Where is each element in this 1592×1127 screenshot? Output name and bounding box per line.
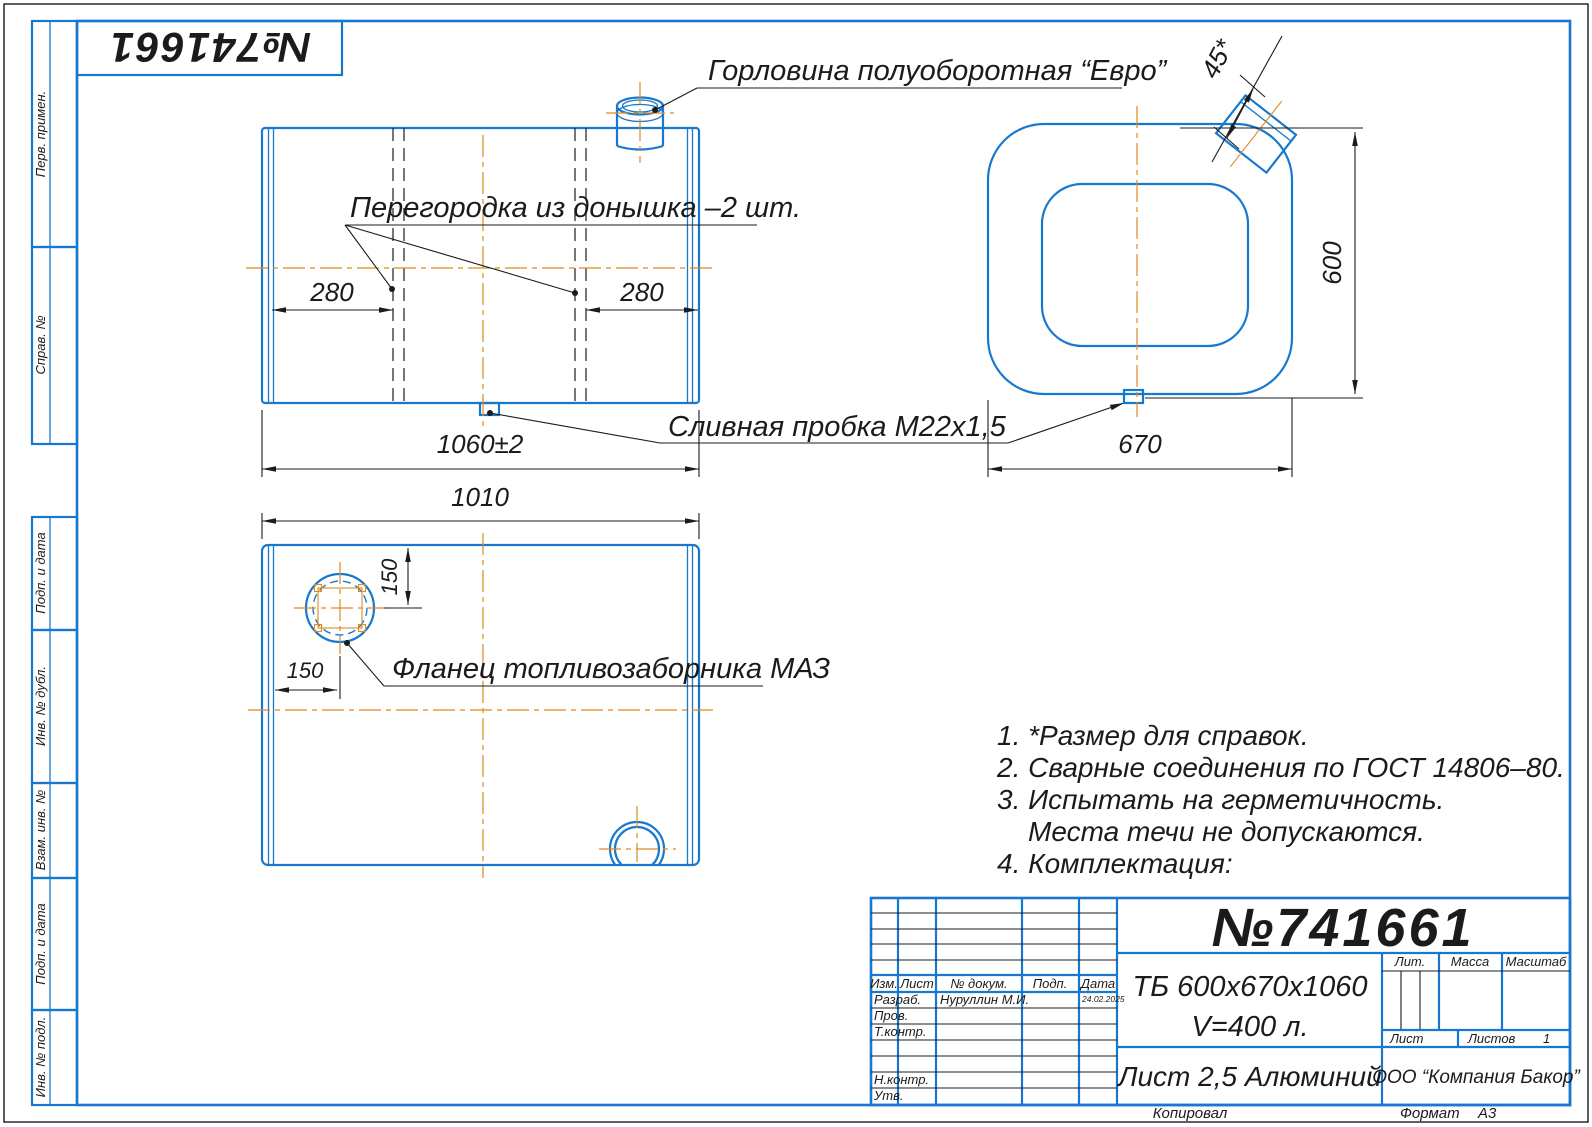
dim-600 xyxy=(1145,128,1363,398)
tb-header-dokum: № докум. xyxy=(950,976,1008,991)
tb-material: Лист 2,5 Алюминий xyxy=(1118,1061,1382,1092)
partition-lines xyxy=(393,128,586,403)
technical-notes xyxy=(996,720,1565,879)
margin-label-inv-podl: Инв. № подл. xyxy=(33,1016,48,1098)
tb-sheet-label: Лист xyxy=(1390,1031,1424,1046)
dim-670-label: 670 xyxy=(1118,429,1162,459)
kopiroval-label: Копировал xyxy=(1152,1105,1228,1122)
margin-label-perv-primen: Перв. примен. xyxy=(33,90,48,178)
note-1: 1. *Размер для справок. xyxy=(997,720,1309,751)
tb-developer-name: Нуруллин М.И. xyxy=(940,992,1030,1007)
callout-partition-label: Перегородка из донышка –2 шт. xyxy=(350,192,802,224)
margin-label-podp-data-1: Подп. и дата xyxy=(33,532,48,614)
tb-role-tkontr: Т.контр. xyxy=(874,1024,927,1039)
note-3: 3. Испытать на герметичность. xyxy=(997,784,1445,815)
dim-670 xyxy=(988,398,1292,477)
tb-role-utv: Утв. xyxy=(874,1088,904,1103)
margin-label-inv-dubl: Инв. № дубл. xyxy=(33,666,48,746)
margin-label-vzam-inv: Взам. инв. № xyxy=(33,789,48,871)
format-value: А3 xyxy=(1478,1105,1497,1122)
bottom-margin xyxy=(1153,1105,1497,1122)
tb-date: 24.02.2025 xyxy=(1082,994,1125,1004)
callout-flange xyxy=(344,640,830,686)
dim-1010-label: 1010 xyxy=(451,482,509,512)
tb-role-razrab: Разраб. xyxy=(874,992,922,1007)
note-2: 2. Сварные соединения по ГОСТ 14806–80. xyxy=(997,752,1565,783)
tb-header-data: Дата xyxy=(1080,976,1116,991)
tb-role-prov: Пров. xyxy=(874,1008,909,1023)
dim-45-label: 45* xyxy=(1194,34,1240,84)
top-stamp xyxy=(77,21,342,75)
drain-plug-side xyxy=(1124,390,1143,403)
tb-designation: ТБ 600х670х1060 xyxy=(1132,971,1368,1003)
tb-lit-label: Лит. xyxy=(1394,954,1426,969)
dim-45 xyxy=(1195,34,1282,162)
tb-sheets-value: 1 xyxy=(1543,1031,1551,1046)
tb-scale-label: Масштаб xyxy=(1505,954,1567,969)
tb-header-list: Лист xyxy=(900,976,934,991)
dim-280-left: 280 xyxy=(310,277,354,307)
note-3-continued: Места течи не допускаются. xyxy=(1028,816,1425,847)
tb-volume: V=400 л. xyxy=(1191,1011,1309,1043)
margin-label-podp-data-2: Подп. и дата xyxy=(33,903,48,985)
format-label: Формат xyxy=(1400,1105,1460,1122)
front-view xyxy=(246,55,1168,477)
tb-mass-label: Масса xyxy=(1450,954,1490,969)
side-view xyxy=(988,34,1363,477)
tb-sheets-label: Листов xyxy=(1468,1031,1516,1046)
callout-drain-label: Сливная пробка М22х1,5 xyxy=(668,411,1006,443)
callout-neck-label: Горловина полуоборотная “Евро” xyxy=(708,55,1167,87)
dim-150-horizontal-label: 150 xyxy=(286,658,324,683)
tb-header-izm: Изм. xyxy=(870,976,898,991)
dim-1060: 1060±2 xyxy=(436,429,524,459)
top-stamp-number: №741661 xyxy=(108,24,312,71)
filler-neck-front xyxy=(606,82,674,163)
dim-150-horizontal xyxy=(275,656,340,699)
callout-partition xyxy=(345,192,801,296)
title-block xyxy=(870,898,1581,1105)
dim-600-label: 600 xyxy=(1317,241,1347,285)
dim-280-right: 280 xyxy=(620,277,664,307)
tb-company: ООО “Компания Бакор” xyxy=(1372,1067,1580,1088)
callout-neck xyxy=(652,55,1168,113)
dim-1010 xyxy=(262,482,699,539)
top-view xyxy=(248,482,830,878)
note-4: 4. Комплектация: xyxy=(997,848,1233,879)
tb-doc-number: №741661 xyxy=(1211,898,1475,958)
dim-150-vertical xyxy=(377,548,422,608)
tb-role-nkontr: Н.контр. xyxy=(874,1072,930,1087)
margin-label-sprav-no: Справ. № xyxy=(33,315,48,375)
dim-150-vertical-label: 150 xyxy=(377,558,402,596)
fuel-pickup-flange xyxy=(294,562,386,654)
callout-flange-label: Фланец топливозаборника МАЗ xyxy=(392,653,831,685)
callout-drain xyxy=(487,403,1124,443)
margin-strip xyxy=(32,21,77,1105)
tb-header-podp: Подп. xyxy=(1032,976,1068,991)
